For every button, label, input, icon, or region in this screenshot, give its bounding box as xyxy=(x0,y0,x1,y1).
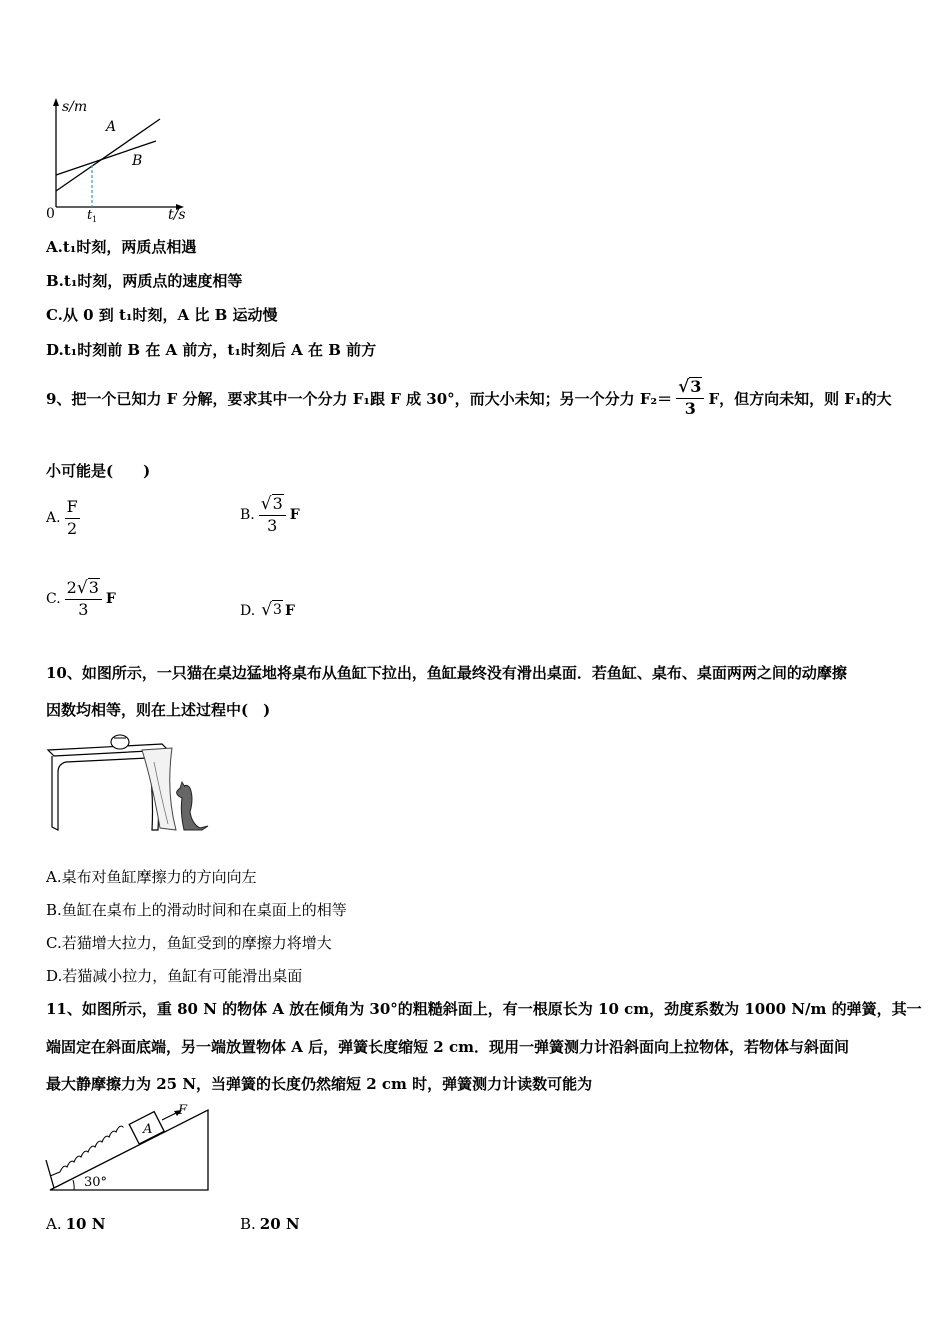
q10-stem-line-2: 因数均相等，则在上述过程中( ) xyxy=(46,701,271,719)
q11-stem-line-3: 最大静摩擦力为 25 N，当弹簧的长度仍然缩短 2 cm 时，弹簧测力计读数可能为 xyxy=(46,1075,593,1093)
cat-icon xyxy=(177,785,208,830)
q11-option-b: B. 20 N xyxy=(240,1215,300,1233)
incline-base-wall xyxy=(46,1160,54,1188)
q9-stem-part-1: 9、把一个已知力 F 分解，要求其中一个分力 F₁跟 F 成 30°，而大小未知；另一个分力 F₂＝ xyxy=(46,389,673,408)
y-axis-arrow xyxy=(53,98,59,106)
sqrt-symbol: √ 3 xyxy=(260,494,283,514)
q8-option-d: D.t₁时刻前 B 在 A 前方，t₁时刻后 A 在 B 前方 xyxy=(46,341,377,359)
force-label: F xyxy=(178,1103,188,1118)
q9-option-c: C. 2 √ 3 3 F xyxy=(46,578,116,619)
q9-stem-part-2: F，但方向未知，则 F₁的大 xyxy=(708,389,892,408)
angle-label: 30° xyxy=(84,1175,108,1190)
q9-option-a: A. $\frac{F}{2}$ xyxy=(46,497,78,538)
q9-stem-line-2: 小可能是( ) xyxy=(46,462,151,480)
q10-option-b: B.鱼缸在桌布上的滑动时间和在桌面上的相等 xyxy=(46,901,347,919)
q10-option-a: A.桌布对鱼缸摩擦力的方向向左 xyxy=(46,868,257,886)
line-b-label: B xyxy=(132,153,143,169)
table-leg-left xyxy=(52,756,148,830)
cat-table-figure xyxy=(44,732,214,838)
spring-icon xyxy=(60,1126,123,1172)
spring-anchor xyxy=(50,1172,60,1176)
q9-option-d: D. √ 3 F xyxy=(240,600,295,620)
q11-option-a: A. 10 N xyxy=(46,1215,106,1233)
q10-option-c: C.若猫增大拉力，鱼缸受到的摩擦力将增大 xyxy=(46,934,332,952)
incline-surface xyxy=(50,1110,208,1190)
q9-stem-fraction: √ 3 3 xyxy=(676,377,704,419)
sqrt-symbol: √ 3 xyxy=(678,377,702,397)
t1-subscript: 1 xyxy=(92,215,98,224)
q9-option-b: B. √ 3 3 F xyxy=(240,494,300,535)
incline-spring-figure xyxy=(44,1102,214,1196)
y-axis-label: s/m xyxy=(62,99,88,115)
angle-arc xyxy=(73,1180,74,1190)
line-a-label: A xyxy=(106,119,117,135)
x-axis-label: t/s xyxy=(168,207,186,223)
sqrt-symbol: √ 3 xyxy=(76,578,99,598)
t1-label: t xyxy=(87,208,93,223)
cat-ears xyxy=(180,782,185,788)
origin-label: 0 xyxy=(46,206,55,222)
tablecloth xyxy=(142,748,176,830)
fishbowl-icon xyxy=(111,735,129,749)
q8-option-b: B.t₁时刻，两质点的速度相等 xyxy=(46,272,243,290)
q10-option-d: D.若猫减小拉力，鱼缸有可能滑出桌面 xyxy=(46,967,303,985)
block-a-label: A xyxy=(143,1122,153,1137)
q11-stem-line-1: 11、如图所示，重 80 N 的物体 A 放在倾角为 30°的粗糙斜面上，有一根原长为 10 cm，劲度系数为 1000 N/m 的弹簧，其一 xyxy=(46,1000,922,1018)
q8-option-c: C.从 0 到 t₁时刻，A 比 B 运动慢 xyxy=(46,306,278,324)
st-graph-figure xyxy=(40,95,200,225)
q10-stem-line-1: 10、如图所示，一只猫在桌边猛地将桌布从鱼缸下拉出，鱼缸最终没有滑出桌面．若鱼缸、桌布、桌面两两之间的动摩擦 xyxy=(46,664,847,682)
sqrt-symbol: √ 3 xyxy=(261,600,282,620)
q9-stem-line-1 xyxy=(46,373,892,423)
q11-stem-line-2: 端固定在斜面底端，另一端放置物体 A 后，弹簧长度缩短 2 cm．现用一弹簧测力计沿斜面向上拉物体，若物体与斜面间 xyxy=(46,1038,849,1056)
q8-option-a: A.t₁时刻，两质点相遇 xyxy=(46,238,197,256)
